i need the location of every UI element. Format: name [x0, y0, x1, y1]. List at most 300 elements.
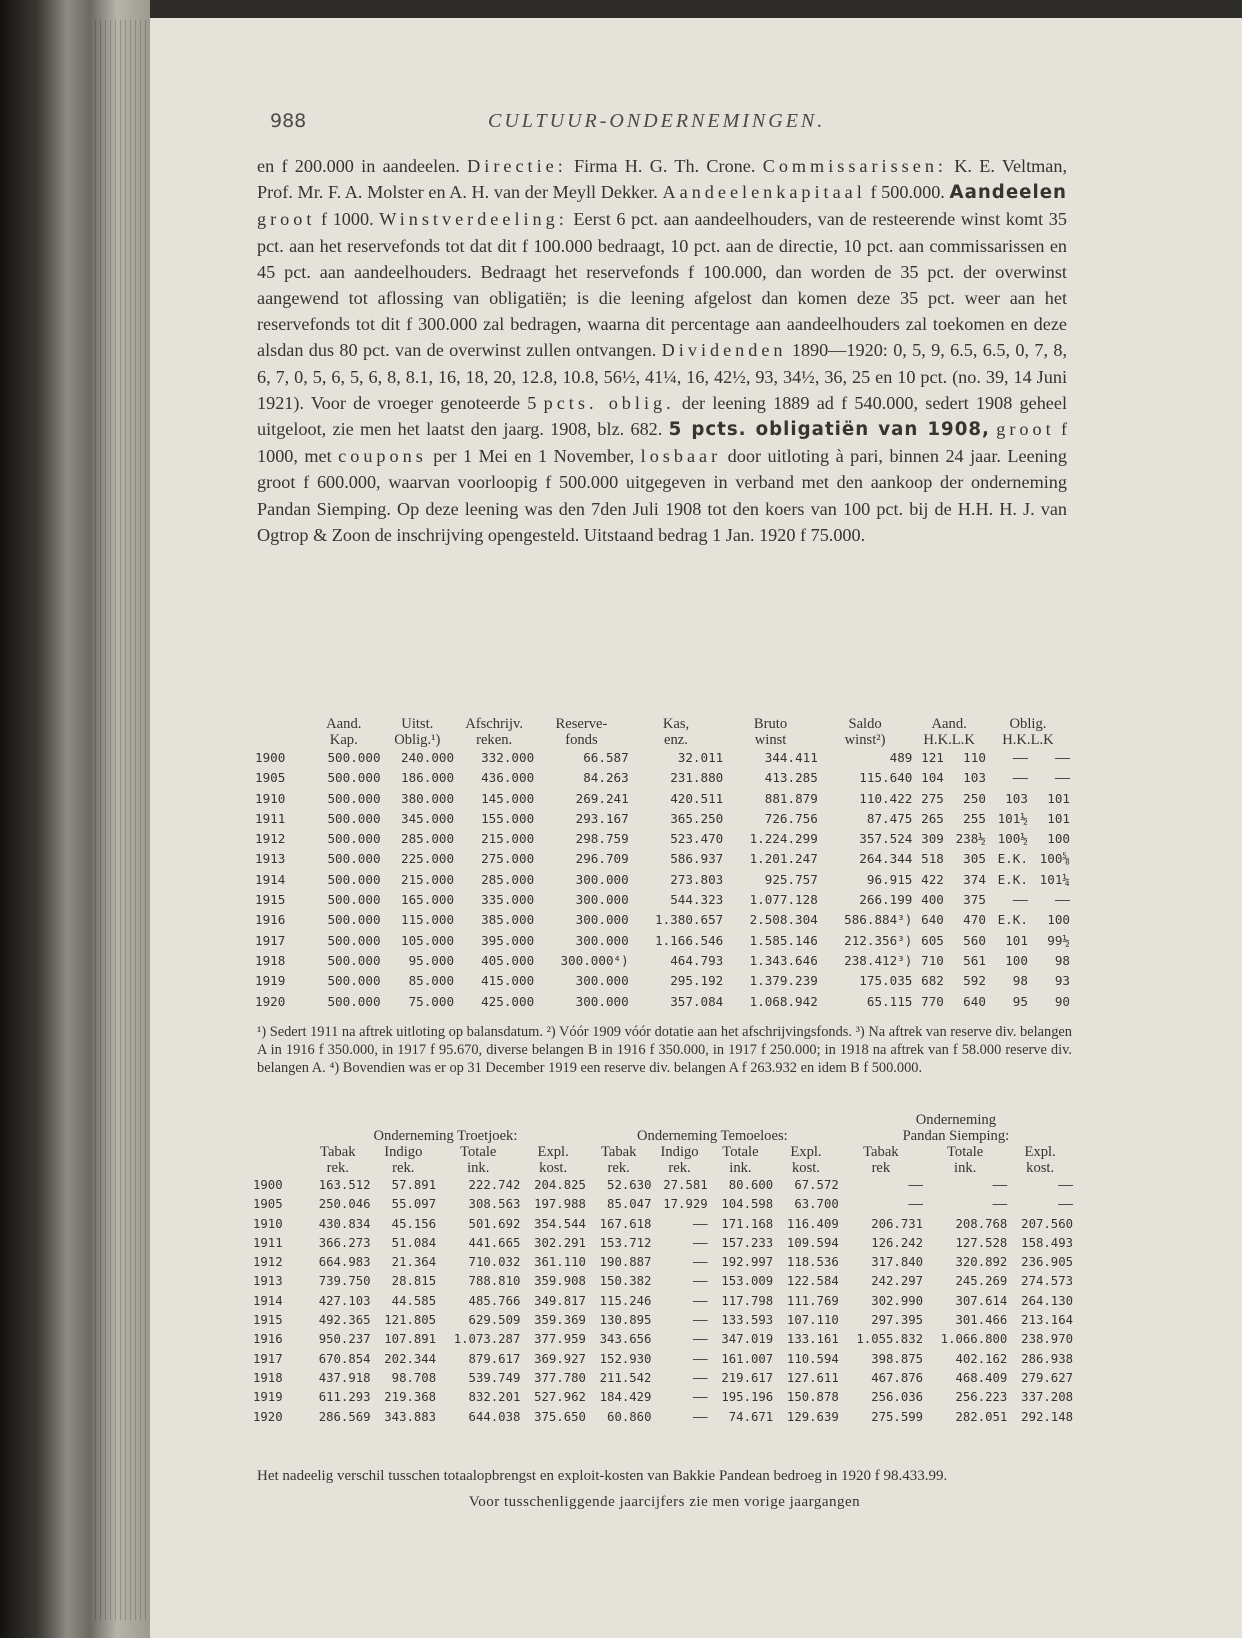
table-cell: 153.009	[721, 1274, 774, 1289]
table-cell: 640	[921, 912, 944, 928]
table-cell: 300.000	[575, 973, 629, 989]
table-cell: 269.241	[575, 790, 629, 806]
table-row	[255, 809, 1070, 829]
table-cell: 788.810	[468, 1274, 521, 1289]
table-cell: ——	[992, 1197, 1008, 1212]
table-cell: 300.000⁴)	[560, 952, 629, 968]
table-cell: 264.130	[1021, 1293, 1073, 1308]
table-cell: 85.047	[607, 1197, 652, 1212]
table-cell: 710	[921, 952, 944, 968]
table-cell: 195.196	[721, 1390, 774, 1405]
table-cell: 544.323	[670, 892, 724, 908]
table-cell: ——	[692, 1332, 708, 1347]
table-cell: 644.038	[468, 1409, 521, 1424]
table-cell: 192.997	[721, 1255, 774, 1270]
table-row	[253, 1292, 1073, 1311]
table-row	[255, 768, 1070, 788]
table-cell: 66.587	[583, 750, 629, 765]
table-cell: 275.000	[481, 851, 535, 867]
table-cell: 881.879	[764, 790, 818, 806]
table-cell: ——	[692, 1351, 708, 1366]
plantation-header-row-1	[253, 1144, 1073, 1160]
table-cell: 739.750	[318, 1274, 371, 1289]
table-cell: 586.884³)	[844, 912, 913, 928]
table-cell: 110.594	[786, 1351, 839, 1366]
subhead-saldo-winst: winst²)	[844, 732, 886, 748]
table-cell: 682	[921, 973, 944, 989]
table-cell: 420.511	[670, 790, 724, 806]
table-cell: ——	[1054, 892, 1070, 908]
table-cell: 127.528	[955, 1235, 1008, 1250]
table-cell: 63.700	[794, 1197, 839, 1212]
table-cell: 215.000	[400, 871, 455, 887]
row-year: 1916	[255, 912, 286, 928]
table-cell: ——	[908, 1178, 924, 1192]
table-cell: 405.000	[481, 952, 535, 968]
table-cell: 1.073.287	[453, 1332, 521, 1347]
text-capital: en f 200.000 in aandeelen.	[257, 156, 460, 176]
table-cell: 664.983	[318, 1255, 371, 1270]
row-year: 1917	[255, 932, 286, 948]
table-cell: 127.611	[786, 1370, 839, 1385]
table-cell: 500.000	[327, 892, 381, 908]
table-cell: 380.000	[400, 790, 455, 806]
table-cell: 115.000	[400, 912, 455, 928]
col-aand-kap: Aand.	[326, 716, 362, 732]
table-cell: 427.103	[318, 1293, 371, 1308]
table-cell: 275	[921, 790, 944, 806]
page-footer	[257, 1467, 1072, 1511]
table-cell: 133.593	[721, 1313, 774, 1328]
table-cell: 500.000	[327, 750, 381, 765]
table-cell: 101½	[997, 810, 1028, 826]
table-cell: 377.959	[534, 1332, 586, 1347]
table-cell: 357.524	[859, 831, 913, 847]
table-cell: 28.815	[391, 1274, 437, 1289]
table-cell: 470	[963, 912, 986, 928]
row-year: 1910	[253, 1216, 283, 1231]
footnotes-text: ¹) Sedert 1911 na aftrek uitloting op balansdatum. ²) Vóór 1909 vóór dotatie aan het afschrijvingsfonds. ³) Na aftrek van reserve div. belangen A in 1916 f 350.000, in 1917 f 95.670, diverse belangen B in 1916 f 350.000, in 1917 f 250.000; in 1918 na aftrek van f 58.000 reserve div. belangen A. ⁴) Bovendien was er op 31 December 1919 een reserve div. belangen A f 263.932 en idem B f 500.000.	[257, 1024, 1072, 1076]
table-cell: 302.990	[871, 1293, 924, 1308]
table-cell: 238.412³)	[844, 952, 913, 968]
table-cell: 518	[921, 851, 944, 867]
table-cell: E.K.	[997, 912, 1028, 928]
table-cell: 300.000	[575, 912, 629, 928]
row-year: 1900	[255, 750, 286, 765]
table-cell: 84.263	[583, 770, 629, 786]
table-cell: 190.887	[599, 1255, 652, 1270]
table-cell: 377.780	[534, 1370, 586, 1385]
table-cell: 285.000	[400, 831, 455, 847]
row-year: 1905	[255, 770, 286, 786]
table-cell: 500.000	[327, 790, 381, 806]
table-cell: 150.878	[786, 1390, 839, 1405]
label-winstverdeeling: Winstverdeeling:	[379, 209, 568, 230]
table-cell: 300.000	[575, 993, 629, 1009]
table-cell: 242.297	[871, 1274, 924, 1289]
table-cell: 109.594	[786, 1235, 839, 1250]
row-year: 1919	[255, 973, 286, 989]
table-cell: 167.618	[599, 1216, 652, 1231]
table-cell: 121	[921, 750, 944, 765]
table-cell: 302.291	[534, 1235, 586, 1250]
group-temoeloes: Onderneming Temoeloes:	[636, 1128, 788, 1144]
table-cell: 101	[1047, 790, 1070, 806]
table-cell: ——	[692, 1274, 708, 1289]
table-cell: 90	[1054, 993, 1070, 1009]
table-cell: 186.000	[400, 770, 455, 786]
plantation-group-row-0	[253, 1112, 1073, 1128]
table-cell: 285.000	[481, 871, 535, 887]
table-cell: 1.068.942	[749, 993, 818, 1009]
table-cell: 286.569	[318, 1409, 371, 1424]
table-row	[255, 849, 1070, 869]
group-pandan-siemping: Pandan Siemping:	[902, 1128, 1010, 1144]
label-pcts-oblig: pcts. oblig.	[543, 392, 675, 413]
col-kas: Kas,	[662, 716, 690, 732]
table-cell: 222.742	[468, 1178, 521, 1192]
table-cell: 197.988	[534, 1197, 586, 1212]
label-groot: groot	[257, 209, 316, 230]
table-cell: 317.840	[871, 1255, 924, 1270]
text-leening-1889: der leening 1889 ad f 540.000, sedert 1908 geheel uitgeloot, zie men het laatst den jaarg. 1908, blz. 682.	[257, 392, 1067, 440]
table-cell: 87.475	[866, 810, 913, 826]
label-aandeelen: Aandeelen	[949, 182, 1068, 204]
table-cell: 375.650	[534, 1409, 586, 1424]
table-cell: 492.365	[318, 1313, 371, 1328]
text-coupons: per 1 Mei en 1 November,	[433, 446, 635, 467]
table-cell: 266.199	[859, 892, 913, 908]
row-year: 1920	[255, 993, 286, 1009]
table-cell: 349.817	[534, 1293, 586, 1308]
table-cell: 375	[963, 892, 986, 908]
table-cell: 238½	[955, 831, 986, 847]
table-cell: 133.161	[786, 1332, 839, 1347]
page-number: 988	[270, 110, 307, 132]
table-cell: 307.614	[955, 1293, 1008, 1308]
column-header: Expl.	[790, 1144, 822, 1160]
table-cell: 206.731	[871, 1216, 924, 1231]
table-cell: 1.077.128	[749, 892, 818, 908]
table-cell: 231.880	[670, 770, 724, 786]
table-cell: 238.970	[1021, 1332, 1073, 1347]
table-row	[253, 1350, 1073, 1369]
table-cell: 1.201.247	[749, 851, 818, 867]
table-cell: 208.768	[955, 1216, 1008, 1231]
table-cell: 611.293	[318, 1390, 371, 1405]
table-cell: ——	[692, 1216, 708, 1231]
table-cell: 710.032	[468, 1255, 521, 1270]
plantation-table-body	[253, 1176, 1073, 1427]
column-header: Expl.	[1024, 1144, 1056, 1160]
table-cell: ——	[692, 1255, 708, 1270]
plantation-header-row-2	[253, 1160, 1073, 1176]
table-cell: 207.560	[1021, 1216, 1073, 1231]
table-cell: 100	[1047, 831, 1070, 847]
row-year: 1914	[255, 871, 286, 887]
table-cell: 274.573	[1021, 1274, 1073, 1289]
table-cell: 264.344	[859, 851, 913, 867]
table-cell: 80.600	[728, 1178, 774, 1192]
financial-table-header-top	[255, 716, 1070, 732]
table-cell: 115.246	[599, 1293, 652, 1308]
table-cell: 104.598	[721, 1197, 774, 1212]
table-cell: 605	[921, 932, 944, 948]
table-cell: 44.585	[391, 1293, 437, 1308]
column-header: Tabak	[320, 1144, 356, 1160]
table-cell: 879.617	[468, 1351, 521, 1366]
label-obligatien-1908: 5 pcts. obligatiën van 1908,	[668, 419, 990, 441]
table-cell: 27.581	[663, 1178, 708, 1192]
table-cell: 98	[1012, 973, 1028, 989]
column-header: Totale	[722, 1144, 759, 1160]
table-row	[255, 951, 1070, 971]
table-cell: 105.000	[400, 932, 455, 948]
column-header: Indigo	[384, 1144, 423, 1160]
text-winstverdeeling: Eerst 6 pct. aan aandeelhouders, van de resteerende winst komt 35 pct. aan het reservefonds tot dat dit f 100.000 bedraagt, 10 pct. aan de directie, 10 pct. aan commissarissen en 45 pct. aan aandeelhouders. Bedraagt het reservefonds f 100.000, dan worden de 35 pct. der overwinst aangewend tot aflossing van obligatiën; is die leening afgelost dan komen deze 35 pct. weer aan het reservefonds tot dit f 300.000 zal bedragen, waarna dit percentage aan aandeelhouders zal toekomen en deze alsdan dus 80 pct. van de overwinst zullen ontvangen.	[257, 209, 1067, 361]
table-cell: E.K.	[997, 851, 1028, 867]
table-cell: 75.000	[408, 993, 455, 1009]
table-cell: 374	[963, 871, 986, 887]
row-year: 1914	[253, 1293, 283, 1308]
table-cell: 100½	[997, 831, 1028, 847]
table-cell: 107.891	[384, 1332, 437, 1347]
col-oblig-koers: Oblig.	[1009, 716, 1047, 732]
text-commissarissen: K. E. Veltman, Prof. Mr. F. A. Molster en A. H. van der Meyll Dekker.	[257, 156, 1067, 203]
table-cell: 500.000	[327, 810, 381, 826]
table-cell: 245.269	[955, 1274, 1008, 1289]
table-row	[253, 1215, 1073, 1234]
table-cell: ——	[1012, 770, 1028, 786]
label-aandeelenkapitaal: Aandeelenkapitaal	[662, 182, 866, 203]
table-cell: 297.395	[871, 1313, 924, 1328]
table-cell: 126.242	[871, 1235, 924, 1250]
table-cell: 215.000	[481, 831, 535, 847]
table-cell: 104	[921, 770, 944, 786]
table-cell: 107.110	[786, 1313, 839, 1328]
table-cell: 1.380.657	[655, 912, 724, 928]
table-cell: 501.692	[468, 1216, 521, 1231]
table-cell: 343.656	[599, 1332, 652, 1347]
table-cell: ——	[992, 1178, 1008, 1192]
table-cell: 121.805	[384, 1313, 437, 1328]
row-year: 1919	[253, 1390, 283, 1405]
plantation-group-row	[253, 1128, 1073, 1144]
table-cell: 103	[963, 770, 986, 786]
table-cell: 45.156	[391, 1216, 437, 1231]
table-row	[255, 992, 1070, 1012]
table-cell: 296.709	[575, 851, 629, 867]
table-cell: 402.162	[955, 1351, 1008, 1366]
book-page-stack-lines	[95, 20, 150, 1620]
row-year: 1905	[253, 1197, 283, 1212]
table-cell: 527.962	[534, 1390, 586, 1405]
row-year: 1915	[255, 892, 286, 908]
table-cell: 256.036	[871, 1390, 924, 1405]
table-cell: ——	[1054, 750, 1070, 765]
table-cell: 467.876	[871, 1370, 924, 1385]
table-cell: 500.000	[327, 831, 381, 847]
table-cell: 369.927	[534, 1351, 586, 1366]
column-subheader: ink.	[954, 1160, 977, 1176]
table-cell: 308.563	[468, 1197, 521, 1212]
table-cell: 219.368	[384, 1390, 437, 1405]
footnotes	[257, 1023, 1072, 1077]
company-description	[257, 153, 1067, 548]
financial-table	[255, 716, 1070, 1012]
subhead-fonds: fonds	[565, 732, 598, 748]
row-year: 1900	[253, 1178, 283, 1192]
table-cell: ——	[692, 1293, 708, 1308]
table-cell: 500.000	[327, 932, 381, 948]
table-cell: 343.883	[384, 1409, 437, 1424]
column-subheader: rek.	[326, 1160, 349, 1176]
table-cell: 359.369	[534, 1313, 586, 1328]
table-cell: 335.000	[481, 892, 535, 908]
financial-table-header-bottom	[255, 732, 1070, 748]
table-cell: 670.854	[318, 1351, 371, 1366]
table-cell: 1.343.646	[749, 952, 818, 968]
column-subheader: kost.	[1026, 1160, 1055, 1176]
previous-years-note: Voor tusschenliggende jaarcijfers zie men vorige jaargangen	[468, 1494, 861, 1510]
table-cell: 158.493	[1021, 1235, 1073, 1250]
column-subheader: rek.	[607, 1160, 630, 1176]
table-cell: 101	[1047, 810, 1070, 826]
table-cell: 55.097	[391, 1197, 437, 1212]
table-cell: 155.000	[481, 810, 535, 826]
table-cell: 273.803	[670, 871, 724, 887]
table-cell: 395.000	[481, 932, 535, 948]
column-header: Totale	[460, 1144, 497, 1160]
table-cell: 415.000	[481, 973, 535, 989]
table-cell: 202.344	[384, 1351, 437, 1366]
table-cell: ——	[908, 1197, 924, 1212]
table-cell: 586.937	[670, 851, 724, 867]
book-page	[150, 18, 1242, 1638]
table-cell: 309	[921, 831, 944, 847]
table-cell: 436.000	[481, 770, 535, 786]
table-cell: 337.208	[1021, 1390, 1073, 1405]
column-subheader: rek.	[668, 1160, 691, 1176]
table-cell: 539.749	[468, 1370, 521, 1385]
table-cell: 65.115	[866, 993, 913, 1009]
table-cell: 300.000	[575, 932, 629, 948]
table-cell: 468.409	[955, 1370, 1008, 1385]
table-cell: 100⅝	[1039, 851, 1070, 867]
table-cell: E.K.	[997, 871, 1028, 887]
table-cell: 1.585.146	[749, 932, 818, 948]
table-cell: 300.000	[575, 892, 629, 908]
table-cell: 255	[963, 810, 986, 826]
table-cell: 145.000	[481, 790, 535, 806]
table-cell: 489	[889, 750, 913, 765]
text-leening-1908: door uitloting à pari, binnen 24 jaar. Leening groot f 600.000, waarvan voorloopig f 500.000 uitgegeven in verband met den aankoop der onderneming Pandan Siemping. Op deze leening was den 7den Juli 1908 tot den koers van 100 pct. bij de H.H. H. J. van Ogtrop & Zoon de inschrijving opengesteld. Uitstaand bedrag 1 Jan. 1920 f 75.000.	[257, 446, 1067, 545]
col-bruto-winst: Bruto	[753, 716, 788, 732]
table-cell: 282.051	[955, 1409, 1008, 1424]
table-cell: 592	[963, 973, 986, 989]
table-cell: ——	[1012, 750, 1028, 765]
table-cell: 344.411	[764, 750, 818, 765]
table-cell: 161.007	[721, 1351, 774, 1366]
table-cell: ——	[692, 1409, 708, 1424]
table-cell: 117.798	[721, 1293, 774, 1308]
table-cell: 1.224.299	[749, 831, 818, 847]
text-aandeelenkapitaal: f 500.000.	[870, 182, 945, 203]
table-cell: 726.756	[764, 810, 818, 826]
text-obligatie-groot: f 1000, met	[257, 419, 1067, 467]
label-coupons: coupons	[338, 446, 427, 467]
table-cell: 103	[1005, 790, 1028, 806]
table-cell: 357.084	[670, 993, 724, 1009]
table-cell: 95.000	[408, 952, 455, 968]
table-cell: 1.055.832	[856, 1332, 924, 1347]
table-cell: 57.891	[391, 1178, 437, 1192]
table-row	[255, 870, 1070, 890]
financial-table-body	[255, 748, 1070, 1012]
table-cell: 115.640	[859, 770, 913, 786]
row-year: 1918	[255, 952, 286, 968]
table-cell: 74.671	[728, 1409, 774, 1424]
table-cell: 184.429	[599, 1390, 652, 1405]
table-cell: 275.599	[871, 1409, 924, 1424]
table-row	[253, 1253, 1073, 1272]
table-cell: 99½	[1047, 932, 1070, 948]
table-cell: 832.201	[468, 1390, 521, 1405]
table-cell: 101	[1005, 932, 1028, 948]
row-year: 1917	[253, 1351, 283, 1366]
table-cell: 560	[963, 932, 986, 948]
column-subheader: kost.	[791, 1160, 820, 1176]
col-aand-koers: Aand.	[931, 716, 967, 732]
table-cell: 441.665	[468, 1235, 521, 1250]
table-cell: ——	[1012, 892, 1028, 908]
row-year: 1911	[253, 1235, 283, 1250]
table-cell: 300.000	[575, 871, 629, 887]
table-cell: 250	[963, 790, 986, 806]
text-aandeel-groot: f 1000.	[321, 209, 374, 230]
table-cell: 175.035	[859, 973, 913, 989]
row-year: 1912	[255, 831, 286, 847]
table-cell: 292.148	[1021, 1409, 1073, 1424]
table-cell: 21.364	[391, 1255, 437, 1270]
table-cell: 485.766	[468, 1293, 521, 1308]
row-year: 1911	[255, 810, 286, 826]
row-year: 1912	[253, 1255, 283, 1270]
table-cell: 354.544	[534, 1216, 586, 1231]
table-row	[253, 1195, 1073, 1214]
table-cell: 293.167	[575, 810, 629, 826]
table-cell: 250.046	[318, 1197, 371, 1212]
table-cell: ——	[692, 1235, 708, 1250]
table-cell: 204.825	[534, 1178, 586, 1192]
table-row	[255, 829, 1070, 849]
col-uitst-oblig: Uitst.	[401, 716, 434, 732]
label-directie: Directie:	[467, 156, 567, 176]
table-cell: 361.110	[534, 1255, 586, 1270]
table-cell: 385.000	[481, 912, 535, 928]
row-year: 1910	[255, 790, 286, 806]
table-cell: 561	[963, 952, 986, 968]
group-pandan-line1: Onderneming	[915, 1112, 996, 1128]
table-cell: 52.630	[607, 1178, 652, 1192]
table-cell: 332.000	[481, 750, 535, 765]
table-row	[253, 1311, 1073, 1330]
table-cell: 320.892	[955, 1255, 1008, 1270]
table-cell: 17.929	[663, 1197, 708, 1212]
table-cell: 265	[921, 810, 944, 826]
table-row	[253, 1388, 1073, 1407]
table-cell: 95	[1012, 993, 1028, 1009]
